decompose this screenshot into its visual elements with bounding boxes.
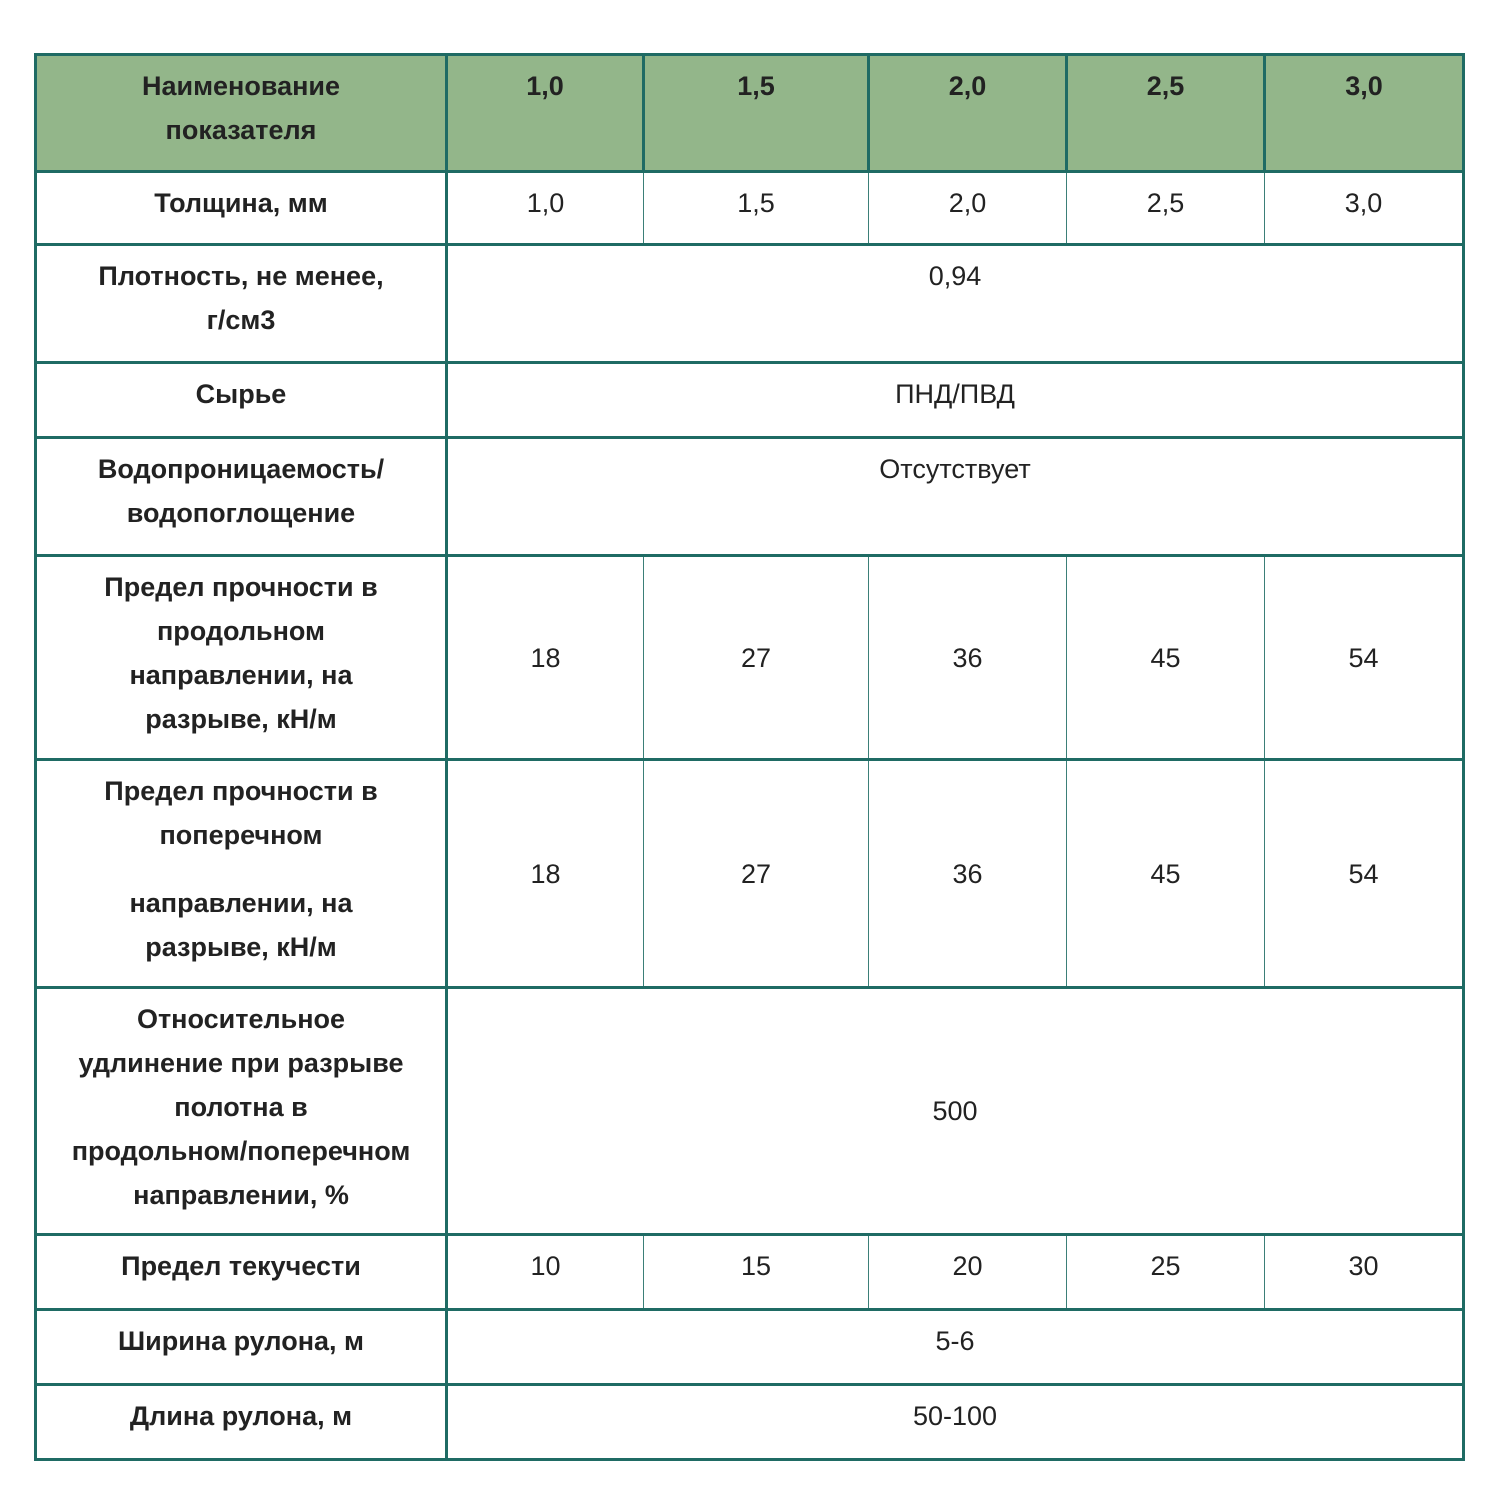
row-density bbox=[36, 245, 1464, 363]
row-strength-transverse bbox=[36, 760, 1464, 988]
row-strength-transverse-name-line-2: поперечном bbox=[159, 820, 323, 850]
row-elongation-value: 500 bbox=[447, 988, 1464, 1235]
row-strength-longitudinal-name-line-1: Предел прочности в bbox=[104, 572, 378, 602]
header-col-2: 1,5 bbox=[644, 55, 869, 172]
row-yield-limit bbox=[36, 1235, 1464, 1310]
row-strength-transverse-value-3: 36 bbox=[869, 760, 1067, 988]
row-roll-length-value: 50-100 bbox=[447, 1385, 1464, 1460]
row-strength-longitudinal-name bbox=[36, 556, 447, 760]
row-density-name-line-2: г/см3 bbox=[206, 305, 276, 335]
header-name-cell bbox=[36, 55, 447, 172]
row-thickness-value-4: 2,5 bbox=[1067, 172, 1265, 245]
row-strength-longitudinal-value-4: 45 bbox=[1067, 556, 1265, 760]
row-thickness-value-1: 1,0 bbox=[447, 172, 644, 245]
row-roll-length bbox=[36, 1385, 1464, 1460]
header-name-line-1: Наименование bbox=[141, 71, 341, 101]
row-strength-transverse-value-1: 18 bbox=[447, 760, 644, 988]
spec-table bbox=[34, 53, 1465, 1461]
row-strength-longitudinal-name-line-2: продольном bbox=[156, 616, 326, 646]
row-elongation-name-line-2: удлинение при разрыве bbox=[78, 1048, 404, 1078]
row-density-value: 0,94 bbox=[447, 245, 1464, 363]
row-strength-longitudinal-name-line-3: направлении, на bbox=[129, 660, 353, 690]
row-strength-longitudinal-name-line-4: разрыве, кН/м bbox=[145, 704, 337, 734]
row-yield-limit-name: Предел текучести bbox=[36, 1235, 447, 1310]
row-density-name-line-1: Плотность, не менее, bbox=[98, 261, 384, 291]
row-thickness-value-5: 3,0 bbox=[1265, 172, 1464, 245]
row-strength-transverse-value-2: 27 bbox=[644, 760, 869, 988]
row-thickness-name: Толщина, мм bbox=[36, 172, 447, 245]
header-row bbox=[36, 55, 1464, 172]
row-yield-limit-value-1: 10 bbox=[447, 1235, 644, 1310]
row-strength-longitudinal-value-2: 27 bbox=[644, 556, 869, 760]
row-raw-material-name: Сырье bbox=[36, 363, 447, 438]
row-density-name bbox=[36, 245, 447, 363]
row-elongation-name-line-1: Относительное bbox=[136, 1004, 346, 1034]
row-raw-material-value: ПНД/ПВД bbox=[447, 363, 1464, 438]
row-roll-width-name: Ширина рулона, м bbox=[36, 1310, 447, 1385]
row-roll-width-value: 5-6 bbox=[447, 1310, 1464, 1385]
row-water-name-line-2: водопоглощение bbox=[126, 498, 356, 528]
row-strength-longitudinal-value-3: 36 bbox=[869, 556, 1067, 760]
header-name-line-2: показателя bbox=[165, 115, 317, 145]
row-elongation-name-line-4: продольном/поперечном bbox=[71, 1136, 411, 1166]
row-thickness-value-2: 1,5 bbox=[644, 172, 869, 245]
row-elongation-name-line-5: направлении, % bbox=[133, 1180, 349, 1210]
row-water bbox=[36, 438, 1464, 556]
row-raw-material bbox=[36, 363, 1464, 438]
row-yield-limit-value-5: 30 bbox=[1265, 1235, 1464, 1310]
row-thickness-value-3: 2,0 bbox=[869, 172, 1067, 245]
row-roll-length-name: Длина рулона, м bbox=[36, 1385, 447, 1460]
row-water-name-line-1: Водопроницаемость/ bbox=[97, 454, 385, 484]
row-strength-transverse-name-line-4: разрыве, кН/м bbox=[145, 932, 337, 962]
header-col-5: 3,0 bbox=[1265, 55, 1464, 172]
row-strength-transverse-value-5: 54 bbox=[1265, 760, 1464, 988]
row-strength-longitudinal bbox=[36, 556, 1464, 760]
row-strength-transverse-name bbox=[36, 760, 447, 988]
row-water-name bbox=[36, 438, 447, 556]
row-thickness bbox=[36, 172, 1464, 245]
row-water-value: Отсутствует bbox=[447, 438, 1464, 556]
row-strength-longitudinal-value-5: 54 bbox=[1265, 556, 1464, 760]
row-strength-longitudinal-value-1: 18 bbox=[447, 556, 644, 760]
row-elongation-name-line-3: полотна в bbox=[174, 1092, 308, 1122]
header-col-3: 2,0 bbox=[869, 55, 1067, 172]
row-strength-transverse-name-line-1: Предел прочности в bbox=[104, 776, 378, 806]
row-elongation bbox=[36, 988, 1464, 1235]
row-strength-transverse-name-line-3: направлении, на bbox=[129, 888, 353, 918]
header-col-1: 1,0 bbox=[447, 55, 644, 172]
row-elongation-name bbox=[36, 988, 447, 1235]
row-yield-limit-value-4: 25 bbox=[1067, 1235, 1265, 1310]
row-yield-limit-value-3: 20 bbox=[869, 1235, 1067, 1310]
row-strength-transverse-value-4: 45 bbox=[1067, 760, 1265, 988]
header-col-4: 2,5 bbox=[1067, 55, 1265, 172]
row-yield-limit-value-2: 15 bbox=[644, 1235, 869, 1310]
row-roll-width bbox=[36, 1310, 1464, 1385]
name-spacer bbox=[43, 857, 439, 881]
